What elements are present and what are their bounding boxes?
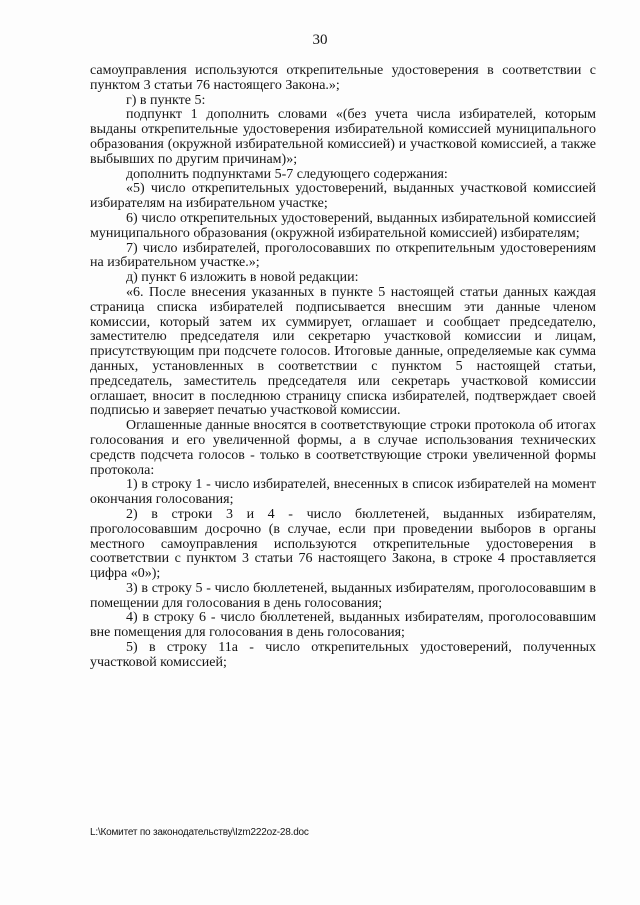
paragraph: дополнить подпунктами 5-7 следующего содержания:: [126, 166, 448, 182]
paragraph: 3) в строку 5 - число бюллетеней, выданных избирателям, проголосовавшим в помещении для голосования в день голосования;: [90, 580, 596, 611]
paragraph: 5) в строку 11а - число открепительных удостоверений, полученных участковой комиссией;: [90, 640, 596, 670]
paragraph: 2) в строки 3 и 4 - число бюллетеней, выданных избирателям, проголосовавшим досрочно (в случае, если при проведении выборов в органы местного самоуправления используются открепительные удостоверения в соответствии с пунктом 3 статьи 76 настоящего Закона, в строке 4 проставляется цифра «0»);: [90, 506, 596, 582]
paragraph: самоуправления используются открепительные удостоверения в соответствии с пунктом 3 статьи 76 настоящего Закона.»;: [90, 63, 596, 93]
paragraph: 7) число избирателей, проголосовавших по открепительным удостоверениям на избирательном участке.»;: [90, 240, 596, 271]
paragraph: д) пункт 6 изложить в новой редакции:: [126, 270, 359, 286]
document-body: [90, 64, 596, 671]
paragraph: 1) в строку 1 - число избирателей, внесенных в список избирателей на момент окончания голосования;: [90, 477, 596, 508]
paragraph: подпункт 1 дополнить словами «(без учета числа избирателей, которым выданы открепительные удостоверения избирательной комиссией муниципального образования (окружной избирательной комиссией) и участковой комиссией, а также выбывших по другим причинам)»;: [90, 107, 596, 167]
paragraph: г) в пункте 5:: [126, 92, 206, 108]
paragraph: 4) в строку 6 - число бюллетеней, выданных избирателям, проголосовавшим вне помещения для голосования в день голосования;: [90, 610, 596, 641]
paragraph: 6) число открепительных удостоверений, выданных избирательной комиссией муниципального образования (окружной избирательной комиссией) избирателям;: [90, 210, 596, 241]
paragraph: «5) число открепительных удостоверений, выданных участковой комиссией избирателям на избирательном участке;: [90, 181, 596, 212]
paragraph: «6. После внесения указанных в пункте 5 настоящей статьи данных каждая страница списка избирателей подписывается внесшим эти данные членом комиссии, который затем их суммирует, оглашает и сообщает председателю, заместителю председателя или секретарю участковой комиссии и лицам, присутствующим при подсчете голосов. Итоговые данные, определяемые как сумма данных, установленных в соответствии с пунктом 5 настоящей статьи, председатель, заместитель председателя или секретарь участковой комиссии оглашает, вносит в последнюю страницу списка избирателей, подтверждает своей подписью и заверяет печатью участковой комиссии.: [90, 284, 596, 419]
page-number: 30: [312, 32, 328, 48]
file-path-footer: L:\Комитет по законодательству\Izm222oz-28.doc: [90, 827, 309, 838]
paragraph: Оглашенные данные вносятся в соответствующие строки протокола об итогах голосования и его увеличенной формы, а в случае использования технических средств подсчета голосов - только в соответствующие строки увеличенной формы протокола:: [90, 418, 596, 478]
